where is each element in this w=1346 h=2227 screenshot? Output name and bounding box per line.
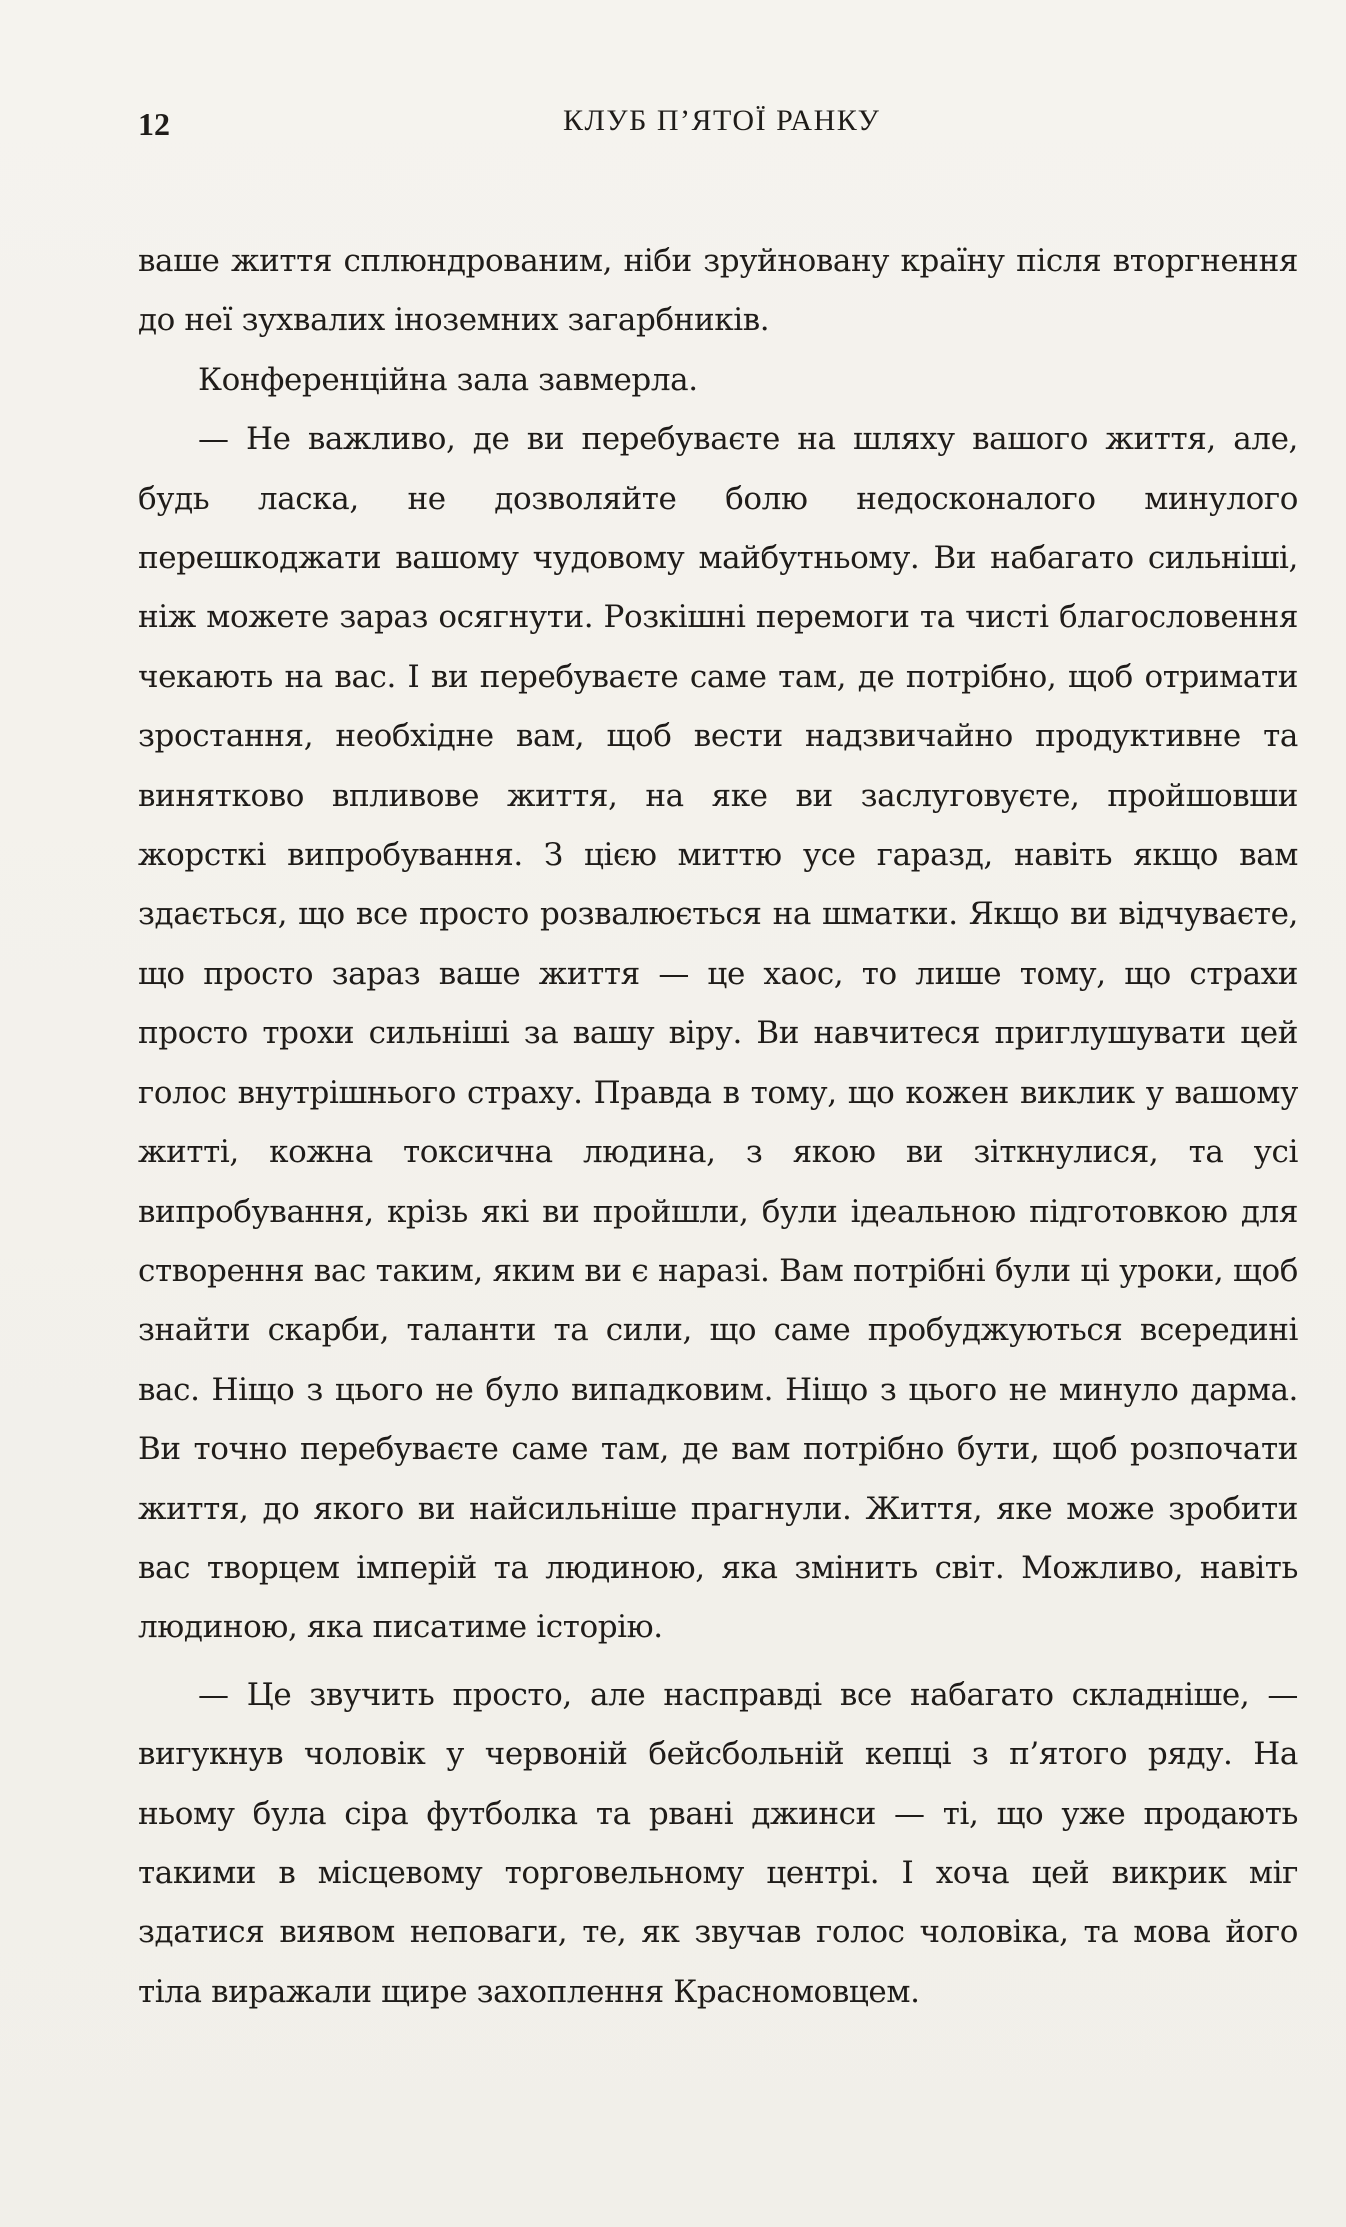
page-header — [138, 98, 1308, 148]
running-title: КЛУБ П’ЯТОЇ РАНКУ — [563, 104, 881, 137]
paragraph: Конференційна зала завмерла. — [198, 361, 698, 398]
body-text — [138, 232, 1298, 2022]
paragraph-dialogue: — Не важливо, де ви перебуваєте на шляху вашого життя, але, будь ласка, не дозволяйте болю недосконалого минулого перешкоджати вашому чудовому майбутньому. Ви набагато сильніші, ніж можете зараз осягнути. Розкішні перемоги та чисті благословення чекають на вас. І ви перебуваєте саме там, де потрібно, щоб отримати зростання, необхідне вам, щоб вести надзвичайно продуктивне та винятково впливове життя, на яке ви заслуговуєте, пройшовши жорсткі випробування. З цією миттю усе гаразд, навіть якщо вам здається, що все просто розвалюється на шматки. Якщо ви відчуваєте, що просто зараз ваше життя — це хаос, то лише тому, що страхи просто трохи сильніші за вашу віру. Ви навчитеся приглушувати цей голос внутрішнього страху. Правда в тому, що кожен виклик у вашому житті, кожна токсична людина, з якою ви зіткнулися, та усі випробування, крізь які ви пройшли, були ідеальною підготовкою для створення вас таким, яким ви є наразі. Вам потрібні були ці уроки, щоб знайти скарби, таланти та сили, що саме пробуджуються всередині вас. Ніщо з цього не було випадковим. Ніщо з цього не минуло дарма. Ви точно перебуваєте саме там, де вам потрібно бути, щоб розпочати життя, до якого ви найсильніше прагнули. Життя, яке може зробити вас творцем імперій та людиною, яка змінить світ. Можливо, навіть людиною, яка писатиме історію. — [138, 421, 1298, 1646]
page-number: 12 — [138, 106, 170, 142]
paragraph-dialogue: — Це звучить просто, але насправді все набагато складніше, — вигукнув чоловік у червоній бейсбольній кепці з п’ятого ряду. На ньому була сіра футболка та рвані джинси — ті, що уже продають такими в місцевому торговельному центрі. І хоча цей викрик міг здатися виявом неповаги, те, як звучав голос чоловіка, та мова його тіла виражали щире захоплення Красномовцем. — [138, 1676, 1298, 2010]
paragraph-continuation: ваше життя сплюндрованим, ніби зруйновану країну після вторгнення до неї зухвалих іноземних загарбників. — [138, 243, 1298, 339]
